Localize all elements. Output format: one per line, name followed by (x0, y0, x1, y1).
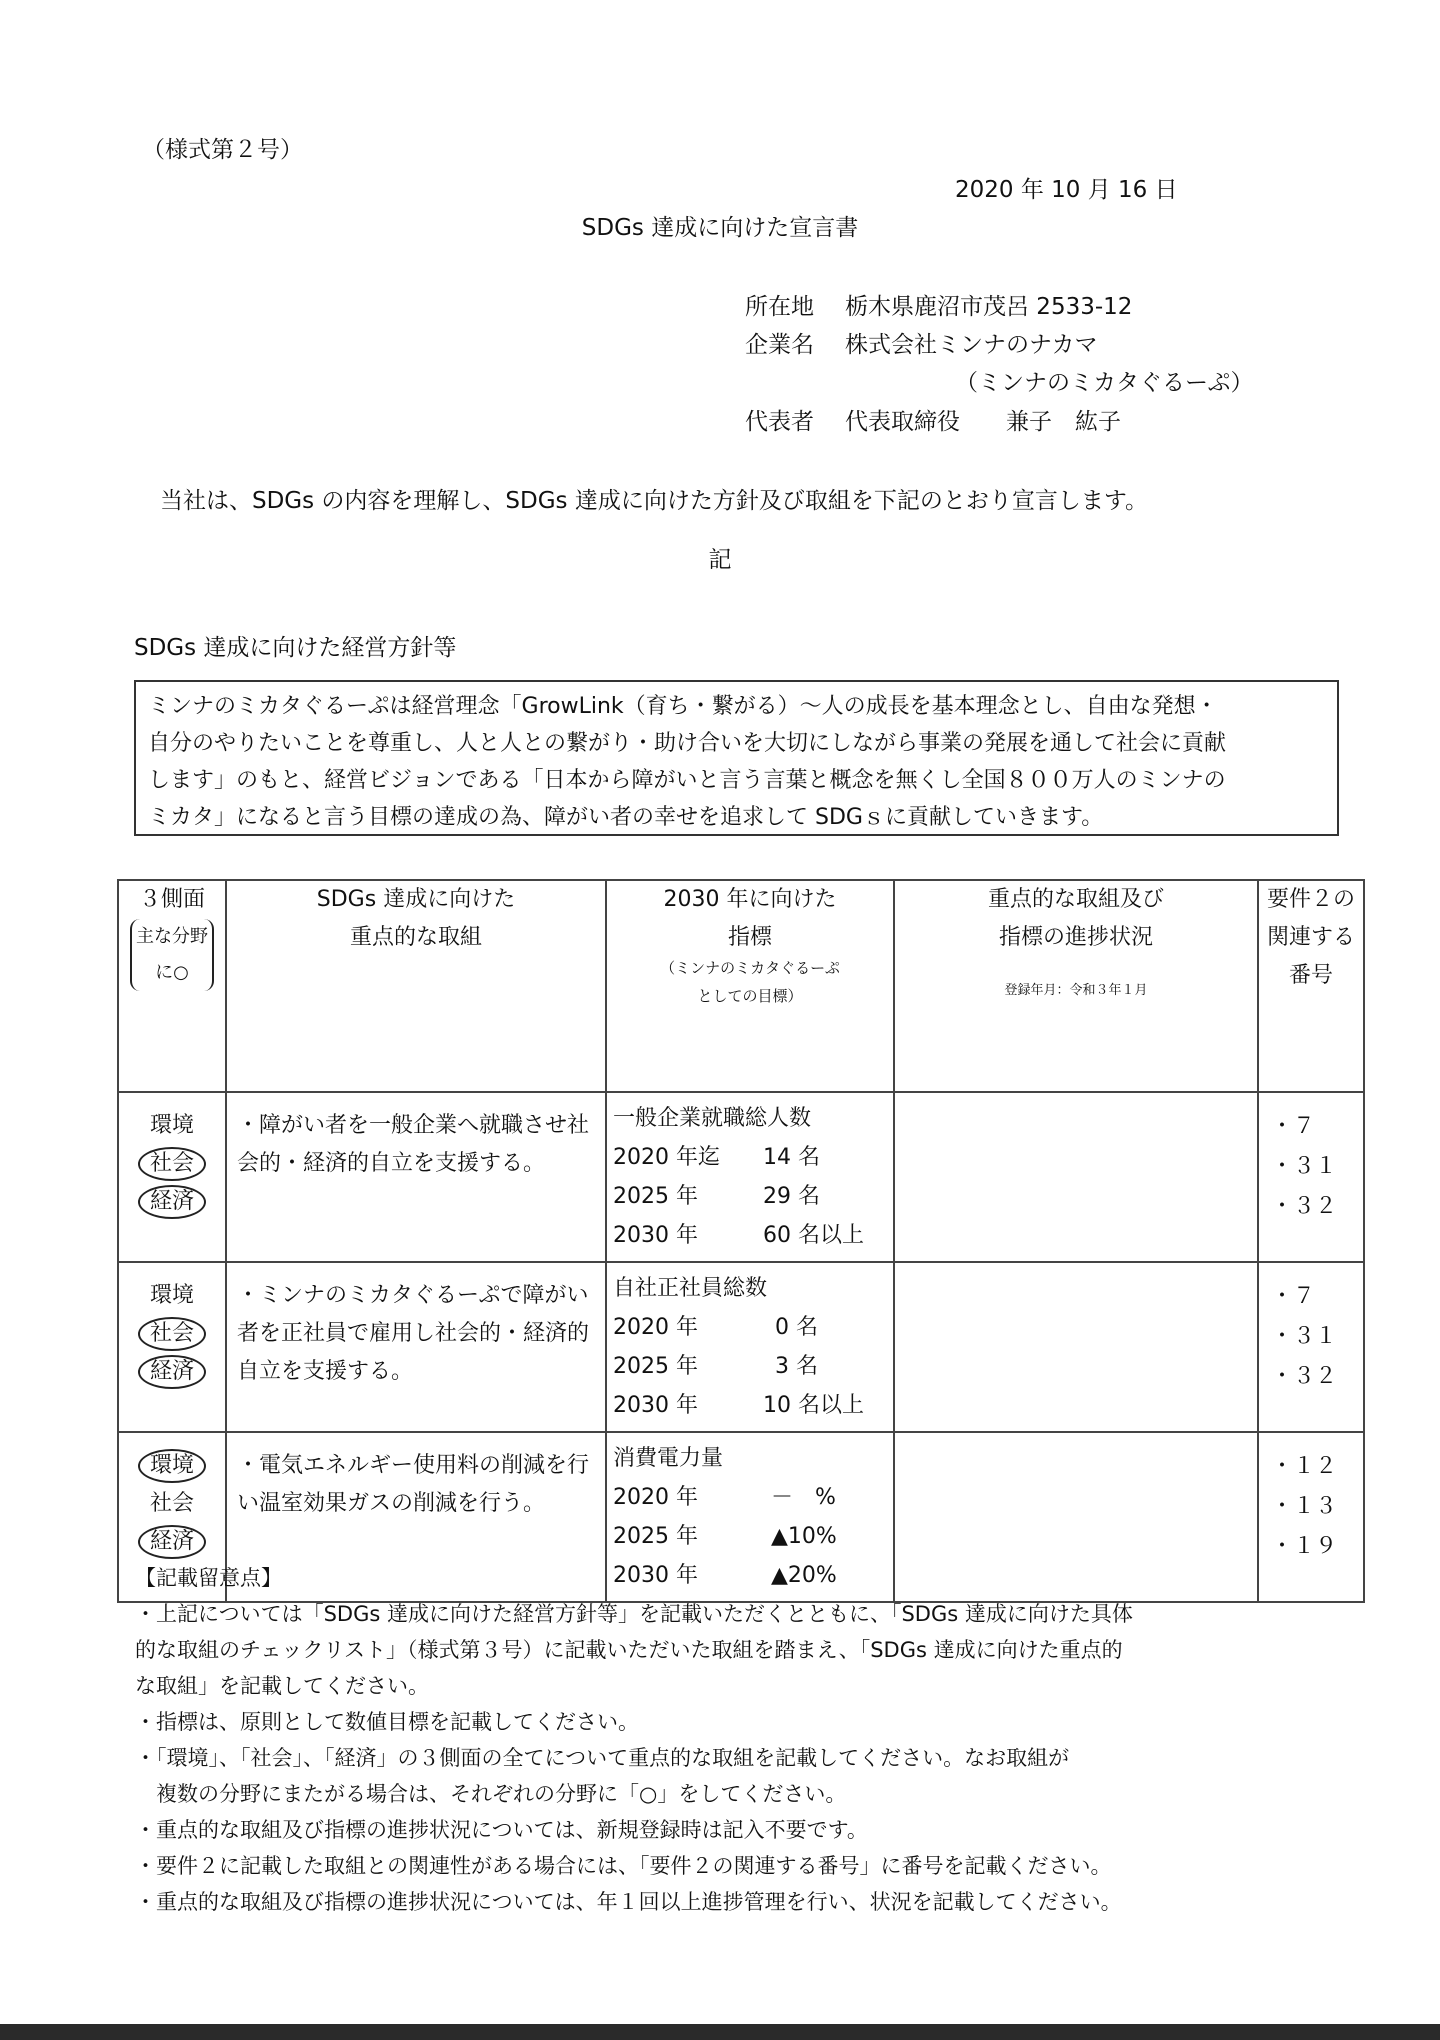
note-line: な取組」を記載してください。 (135, 1674, 429, 1698)
indicator-title: 消費電力量 (613, 1446, 724, 1471)
page-bottom-edge (0, 2024, 1440, 2040)
header-progress (894, 880, 1258, 1092)
note-line: ・重点的な取組及び指標の進捗状況については、年１回以上進捗管理を行い、状況を記載してください。 (135, 1890, 1122, 1914)
indicator-cell (606, 1262, 894, 1432)
header-indicator-1: 2030 年に向けた (663, 887, 837, 912)
form-number: （様式第２号） (142, 137, 303, 163)
indicator-cell (606, 1092, 894, 1262)
ref-cell: ・７ ・３１ ・３２ (1258, 1262, 1364, 1432)
policy-heading: SDGs 達成に向けた経営方針等 (134, 635, 457, 661)
company-alias: （ミンナのミカタぐるーぷ） (955, 370, 1254, 396)
policy-line: します」のもと、経営ビジョンである「日本から障がいと言う言葉と概念を無くし全国８００万人のミンナの (148, 768, 1226, 793)
indicator-title: 自社正社員総数 (613, 1276, 768, 1301)
indicator-row: 2030 年 60 名以上 (613, 1223, 864, 1248)
declaration-text: 当社は、SDGs の内容を理解し、SDGs 達成に向けた方針及び取組を下記のとおり宣言します。 (160, 488, 1149, 514)
ref-cell: ・７ ・３１ ・３２ (1258, 1092, 1364, 1262)
aspect-economy-circled: 経済 (138, 1355, 206, 1389)
header-aspect-title: ３側面 (138, 887, 205, 912)
header-aspect-note (130, 919, 214, 991)
notes-section (135, 1560, 1133, 1920)
aspect-cell (118, 1262, 226, 1432)
note-line: ・「環境」、「社会」、「経済」の３側面の全てについて重点的な取組を記載してください。なお取組が (135, 1746, 1070, 1770)
action-cell: ・障がい者を一般企業へ就職させ社会的・経済的自立を支援する。 (226, 1092, 606, 1262)
aspect-environment: 環境 (149, 1283, 194, 1308)
indicator-row: 2030 年 10 名以上 (613, 1393, 864, 1418)
location-value: 栃木県鹿沼市茂呂 2533-12 (845, 294, 1133, 320)
table-row (118, 1092, 1364, 1262)
notes-heading: 【記載留意点】 (135, 1566, 282, 1590)
header-requirement (1258, 880, 1364, 1092)
ref-cell: ・１２ ・１３ ・１９ (1258, 1432, 1364, 1602)
header-action (226, 880, 606, 1092)
header-indicator (606, 880, 894, 1092)
aspect-environment-circled: 環境 (138, 1449, 206, 1483)
header-req-1: 要件２の (1266, 887, 1355, 912)
action-cell: ・ミンナのミカタぐるーぷで障がい者を正社員で雇用し社会的・経済的自立を支援する。 (226, 1262, 606, 1432)
header-aspect-note-1: 主な分野 (136, 926, 208, 947)
company-name-line (745, 331, 1098, 359)
indicator-row: 2020 年 0 名 (613, 1315, 818, 1340)
indicator-title: 一般企業就職総人数 (613, 1106, 812, 1131)
company-name-value: 株式会社ミンナのナカマ (845, 332, 1098, 358)
note-line: ・重点的な取組及び指標の進捗状況については、新規登録時は記入不要です。 (135, 1818, 868, 1842)
aspect-cell (118, 1092, 226, 1262)
indicator-row: 2030 年 ▲20% (613, 1563, 837, 1588)
location-label: 所在地 (745, 294, 814, 320)
aspect-economy-circled: 経済 (138, 1525, 206, 1559)
table-row (118, 1262, 1364, 1432)
company-location-line (745, 293, 1132, 321)
table-header-row (118, 880, 1364, 1092)
note-line: ・上記については「SDGs 達成に向けた経営方針等」を記載いただくとともに、「SDGs 達成に向けた具体 (135, 1602, 1133, 1626)
aspect-society: 社会 (149, 1491, 194, 1516)
header-progress-1: 重点的な取組及び (987, 887, 1164, 912)
sdgs-table (117, 879, 1365, 1603)
indicator-row: 2025 年 ▲10% (613, 1524, 837, 1549)
policy-line: ミンナのミカタぐるーぷは経営理念「GrowLink（育ち・繋がる）～人の成長を基本理念とし、自由な発想・ (148, 694, 1218, 719)
policy-box (134, 680, 1339, 836)
indicator-row: 2020 年 － % (613, 1485, 836, 1510)
ki-mark: 記 (708, 547, 732, 573)
aspect-environment: 環境 (149, 1113, 194, 1138)
note-line: 的な取組のチェックリスト」（様式第３号）に記載いただいた取組を踏まえ、「SDGs 達成に向けた重点的 (135, 1638, 1123, 1662)
indicator-row: 2025 年 29 名 (613, 1184, 820, 1209)
aspect-society-circled: 社会 (138, 1147, 206, 1181)
header-action-1: SDGs 達成に向けた (316, 887, 516, 912)
policy-line: ミカタ」になると言う目標の達成の為、障がい者の幸せを追求して SDGｓに貢献していきます。 (148, 805, 1104, 830)
header-indicator-4: としての目標） (697, 987, 803, 1005)
note-line: ・要件２に記載した取組との関連性がある場合には、「要件２の関連する番号」に番号を記載ください。 (135, 1854, 1112, 1878)
aspect-economy-circled: 経済 (138, 1185, 206, 1219)
progress-cell (894, 1092, 1258, 1262)
header-req-2: 関連する (1266, 925, 1355, 950)
header-progress-3: 登録年月：令和３年１月 (1004, 983, 1148, 998)
note-line: ・指標は、原則として数値目標を記載してください。 (135, 1710, 639, 1734)
action-cell: ・電気エネルギー使用料の削減を行い温室効果ガスの削減を行う。 (226, 1432, 606, 1602)
company-name-label: 企業名 (745, 332, 814, 358)
document-date: 2020 年 10 月 16 日 (955, 177, 1178, 203)
header-req-3: 番号 (1288, 963, 1333, 988)
progress-cell (894, 1262, 1258, 1432)
header-indicator-2: 指標 (727, 925, 772, 950)
aspect-society-circled: 社会 (138, 1317, 206, 1351)
representative-line (745, 408, 1121, 436)
indicator-row: 2020 年迄 14 名 (613, 1145, 820, 1170)
document-title: SDGs 達成に向けた宣言書 (581, 215, 859, 241)
representative-label: 代表者 (745, 409, 814, 435)
note-line: 複数の分野にまたがる場合は、それぞれの分野に「○」をしてください。 (135, 1782, 847, 1806)
indicator-row: 2025 年 3 名 (613, 1354, 818, 1379)
header-indicator-3: （ミンナのミカタぐるーぷ (660, 959, 840, 977)
representative-value: 代表取締役 兼子 紘子 (845, 409, 1121, 435)
header-progress-2: 指標の進捗状況 (998, 925, 1153, 950)
header-aspect-note-2: に○ (155, 962, 189, 983)
header-action-2: 重点的な取組 (349, 925, 482, 950)
policy-line: 自分のやりたいことを尊重し、人と人との繋がり・助け合いを大切にしながら事業の発展を通して社会に貢献 (148, 731, 1227, 756)
header-aspect (118, 880, 226, 1092)
